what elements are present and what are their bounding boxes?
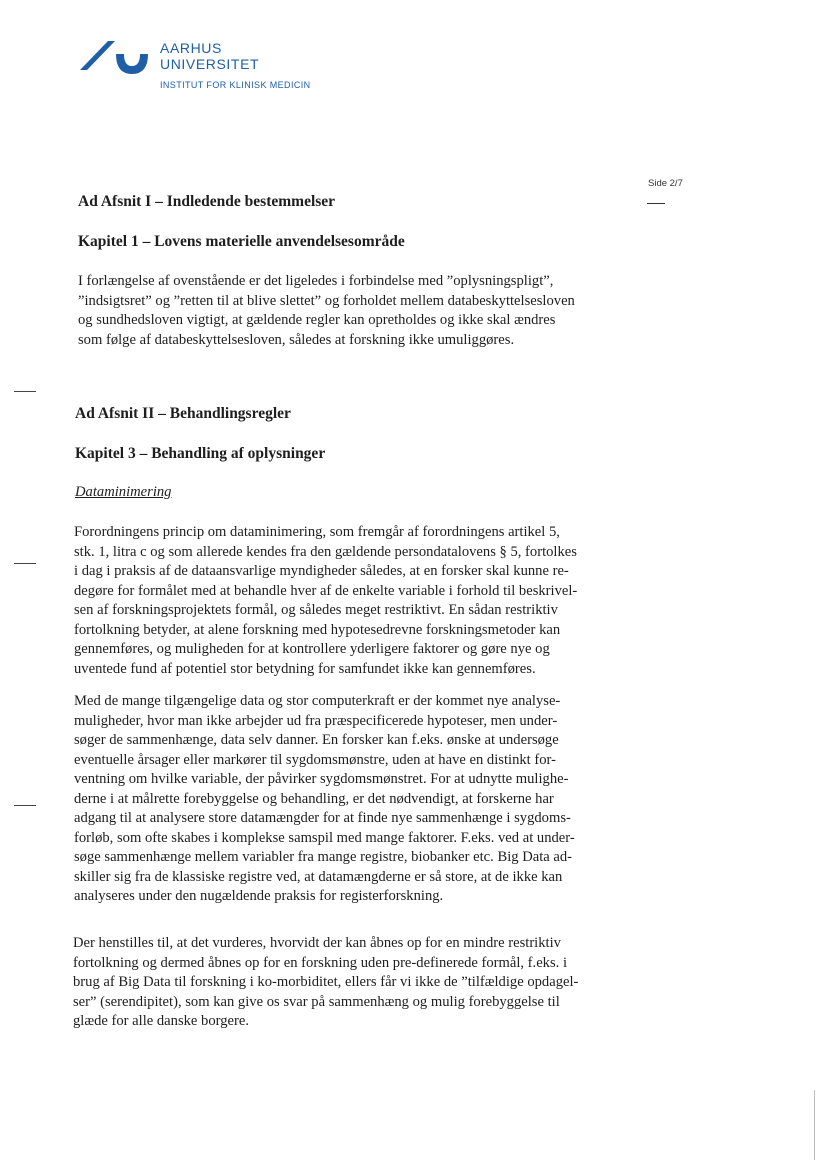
paragraph-dataminimering-1 [74, 523, 577, 679]
subheading-dataminimering: Dataminimering [75, 484, 172, 500]
text-line: som følge af databeskyttelsesloven, således at forskning ikke umuliggøres. [78, 331, 515, 348]
text-line: fortolkning og dermed åbnes op for en forskning uden pre-definerede formål, f.eks. i [73, 954, 567, 971]
margin-mark [14, 391, 36, 392]
section-heading-1: Ad Afsnit I – Indledende bestemmelser [78, 193, 336, 210]
paragraph-section1 [78, 272, 575, 350]
text-line: analyseres under den nugældende praksis for registerforskning. [74, 888, 444, 904]
text-line: Med de mange tilgængelige data og stor computerkraft er der kommet nye analyse- [74, 693, 561, 709]
institute-name: INSTITUT FOR KLINISK MEDICIN [160, 80, 311, 90]
text-line: Der henstilles til, at det vurderes, hvorvidt der kan åbnes op for en mindre restriktiv [73, 935, 561, 951]
page-edge-line [814, 1090, 815, 1160]
page-indicator: Side 2/7 [648, 178, 683, 189]
text-line: ser” (serendipitet), som kan give os svar på sammenhæng og mulig forebyggelse til [73, 993, 560, 1010]
text-line: gennemføres, og muligheden for at kontrollere yderligere faktorer og gøre nye og [74, 641, 550, 657]
text-line: adgang til at analysere store datamængder for at finde nye sammenhænge i sygdoms- [74, 810, 571, 826]
text-line: uventede fund af potentiel stor betydning for samfundet ikke kan gennemføres. [74, 660, 536, 677]
section-heading-2: Ad Afsnit II – Behandlingsregler [75, 405, 291, 422]
text-line: brug af Big Data til forskning i ko-morbiditet, ellers får vi ikke de ”tilfældige opdagel- [73, 974, 579, 990]
text-line: eventuelle årsager eller markører til sygdomsmønstre, uden at have en distinkt for- [74, 751, 556, 768]
university-name-line2: UNIVERSITET [160, 56, 260, 72]
text-line: Forordningens princip om dataminimering, som fremgår af forordningens artikel 5, [74, 524, 560, 540]
text-line: I forlængelse af ovenstående er det ligeledes i forbindelse med ”oplysningspligt”, [78, 273, 554, 289]
text-line: glæde for alle danske borgere. [73, 1013, 250, 1029]
text-line: sen af forskningsprojektets formål, og således meget restriktivt. En sådan restriktiv [74, 602, 558, 618]
paragraph-dataminimering-3 [73, 934, 578, 1032]
text-line: skiller sig fra de klassiske registre ved, at datamængderne er så store, at de ikke kan [74, 868, 563, 885]
paragraph-dataminimering-2 [74, 692, 575, 907]
chapter-heading-3: Kapitel 3 – Behandling af oplysninger [75, 445, 326, 462]
margin-mark [14, 563, 36, 564]
university-wordmark [160, 40, 311, 91]
text-line: derne i at målrette forebyggelse og behandling, er det nødvendigt, at forskerne har [74, 790, 554, 807]
text-line: ”indsigtsret” og ”retten til at blive slettet” og forholdet mellem databeskyttelsesloven [78, 292, 575, 309]
text-line: og sundhedsloven vigtigt, at gældende regler kan opretholdes og ikke skal ændres [78, 312, 556, 328]
text-line: forløb, som ofte skabes i komplekse samspil med mange faktorer. F.eks. ved at under- [74, 829, 575, 846]
margin-mark [14, 805, 36, 806]
page-indicator-divider [647, 203, 665, 204]
text-line: stk. 1, litra c og som allerede kendes fra den gældende persondatalovens § 5, fortolkes [74, 543, 577, 560]
chapter-heading-1: Kapitel 1 – Lovens materielle anvendelsesområde [78, 233, 405, 250]
university-name-line1: AARHUS [160, 40, 222, 56]
text-line: søger de sammenhænge, data selv danner. En forsker kan f.eks. ønske at undersøge [74, 732, 559, 748]
text-line: søge sammenhænge mellem variabler fra mange registre, biobanker etc. Big Data ad- [74, 849, 573, 865]
aarhus-university-logo-icon [78, 38, 148, 74]
text-line: degøre for formålet med at behandle hver af de enkelte variable i forhold til beskrivel- [74, 582, 578, 599]
text-line: fortolkning betyder, at alene forskning med hypotesedrevne forskningsmetoder kan [74, 621, 561, 638]
text-line: muligheder, hvor man ikke arbejder ud fra præspecificerede hypoteser, men under- [74, 712, 558, 729]
text-line: i dag i praksis af de dataansvarlige myndigheder således, at en forsker skal kunne re- [74, 563, 569, 579]
text-line: ventning om hvilke variable, der påvirker sygdomsmønstret. For at udnytte mulighe- [74, 771, 569, 787]
